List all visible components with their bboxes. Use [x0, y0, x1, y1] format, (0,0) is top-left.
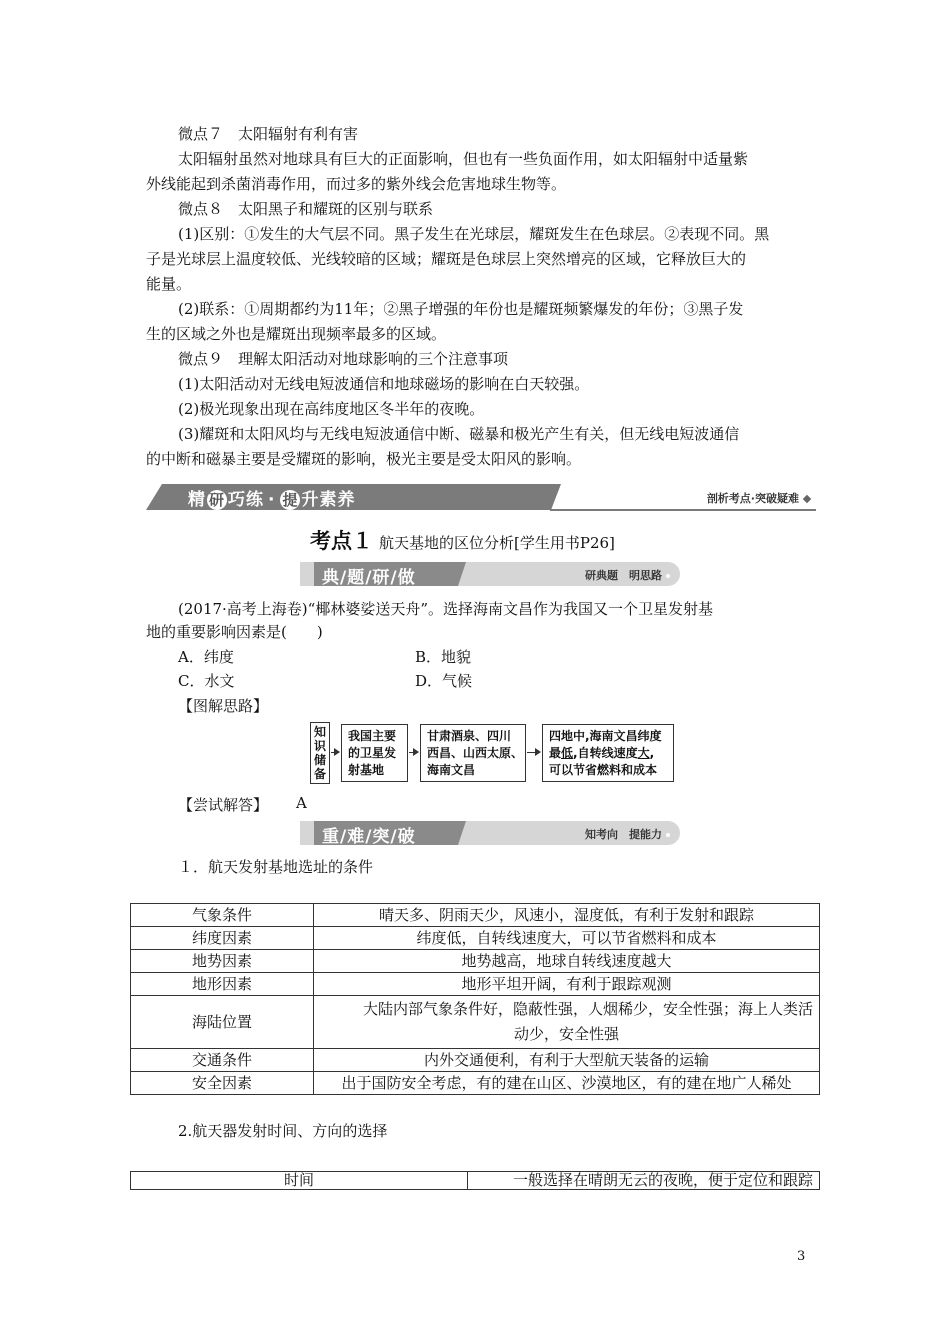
micro-point-8-difference: 子是光球层上温度较低、光线较暗的区域；耀斑是色球层上突然增亮的区域，它释放巨大的 [146, 250, 747, 268]
micro-point-9-item: 的中断和磁暴主要是受耀斑的影响，极光主要是受太阳风的影响。 [146, 450, 582, 468]
table-cell: 地势越高，地球自转线速度越大 [314, 950, 820, 973]
micro-point-7-title: 微点７ 太阳辐射有利有害 [178, 125, 359, 143]
micro-point-8-title: 微点８ 太阳黑子和耀斑的区别与联系 [178, 200, 434, 218]
table-cell: 一般选择在晴朗无云的夜晚，便于定位和跟踪 [468, 1172, 820, 1190]
site-conditions-table [130, 903, 820, 1095]
question-stem: (2017·高考上海卷)“椰林婆娑送天舟”。选择海南文昌作为我国又一个卫星发射基 [178, 600, 713, 618]
flow-arrow [409, 752, 418, 753]
micro-point-8-relation: 生的区域之外也是耀斑出现频率最多的区域。 [146, 325, 447, 343]
option-a: A．纬度 [178, 648, 234, 666]
table-cell: 内外交通便利，有利于大型航天装备的运输 [314, 1049, 820, 1072]
banner-char: 精 [188, 490, 206, 510]
page-number: 3 [797, 1249, 806, 1264]
table-row [131, 973, 820, 996]
dot-icon [666, 574, 670, 578]
table-cell: 时间 [131, 1172, 468, 1190]
banner-text: 素养 [319, 490, 356, 510]
micro-point-9-item: (1)太阳活动对无线电短波通信和地球磁场的影响在白天较强。 [178, 375, 590, 393]
section-banner [140, 482, 816, 514]
thinking-label: 【图解思路】 [178, 697, 269, 715]
table-cell: 地形因素 [131, 973, 314, 996]
table-row [131, 904, 820, 927]
table-cell: 大陆内部气象条件好，隐蔽性强，人烟稀少，安全性强；海上人类活 动少，安全性强 [314, 996, 820, 1049]
banner-subtitle: 剖析考点·突破疑难 [707, 490, 810, 506]
table-row [131, 1172, 820, 1190]
table-row [131, 996, 820, 1049]
banner-title [188, 485, 355, 510]
flow-box-locations: 甘肃酒泉、四川 西昌、山西太原、 海南文昌 [420, 724, 526, 782]
table-cell: 地形平坦开阔，有利于跟踪观测 [314, 973, 820, 996]
table-cell: 纬度因素 [131, 927, 314, 950]
option-c: C．水文 [178, 672, 235, 690]
table-cell: 纬度低，自转线速度大，可以节省燃料和成本 [314, 927, 820, 950]
table-row [131, 1072, 820, 1095]
table-cell: 安全因素 [131, 1072, 314, 1095]
micro-point-8-difference: 能量。 [146, 275, 192, 293]
subsection-bar-typical [300, 562, 680, 586]
table-cell: 出于国防安全考虑，有的建在山区、沙漠地区，有的建在地广人稀处 [314, 1072, 820, 1095]
micro-point-7-body: 外线能起到杀菌消毒作用，而过多的紫外线会危害地球生物等。 [146, 175, 567, 193]
diamond-icon [803, 495, 811, 503]
flow-arrow [331, 752, 339, 753]
micro-point-8-relation: (2)联系：①周期都约为11年；②黑子增强的年份也是耀斑频繁爆发的年份；③黑子发 [178, 300, 744, 318]
option-d: D．气候 [415, 672, 473, 690]
bar-title: 典/题/研/做 [322, 568, 416, 588]
table-cell: 晴天多、阴雨天少，风速小，湿度低，有利于发射和跟踪 [314, 904, 820, 927]
bar-subtitle: 研典题 明思路 [585, 567, 670, 583]
dot-icon [666, 833, 670, 837]
question-stem: 地的重要影响因素是( ) [146, 623, 323, 641]
flow-side-label: 知 识 储 备 [310, 722, 330, 784]
table1-heading: １．航天发射基地选址的条件 [178, 858, 374, 876]
option-b: B．地貌 [415, 648, 472, 666]
bar-title: 重/难/突/破 [322, 827, 416, 847]
table-row [131, 1049, 820, 1072]
answer-label: 【尝试解答】 [178, 796, 269, 814]
table-cell: 海陆位置 [131, 996, 314, 1049]
flow-box-bases: 我国主要 的卫星发 射基地 [341, 724, 408, 782]
table-row [131, 927, 820, 950]
table-row [131, 950, 820, 973]
table2-heading: 2.航天器发射时间、方向的选择 [178, 1122, 388, 1140]
flow-box-conclusion: 四地中,海南文昌纬度 最低,自转线速度大, 可以节省燃料和成本 [542, 724, 674, 782]
launch-time-table [130, 1171, 820, 1190]
table-cell: 交通条件 [131, 1049, 314, 1072]
answer-value: A [296, 794, 307, 812]
banner-text: 巧练 [228, 490, 264, 510]
micro-point-7-body: 太阳辐射虽然对地球具有巨大的正面影响，但也有一些负面作用，如太阳辐射中适量紫 [178, 150, 749, 168]
micro-point-8-difference: (1)区别：①发生的大气层不同。黑子发生在光球层，耀斑发生在色球层。②表现不同。黑 [178, 225, 770, 243]
kaodian-subtitle: 航天基地的区位分析[学生用书P26] [379, 534, 615, 552]
subsection-bar-breakthrough [300, 821, 680, 845]
banner-rule [550, 509, 816, 511]
banner-circle-char: 提 [282, 491, 299, 509]
micro-point-9-title: 微点９ 理解太阳活动对地球影响的三个注意事项 [178, 350, 509, 368]
micro-point-9-item: (2)极光现象出现在高纬度地区冬半年的夜晚。 [178, 400, 485, 418]
flow-arrow [527, 752, 540, 753]
micro-point-9-item: (3)耀斑和太阳风均与无线电短波通信中断、磁暴和极光产生有关，但无线电短波通信 [178, 425, 740, 443]
kaodian-heading [310, 525, 615, 555]
table-cell: 地势因素 [131, 950, 314, 973]
banner-char: 升 [301, 490, 320, 510]
banner-circle-char: 研 [208, 491, 225, 509]
bar-subtitle: 知考向 提能力 [585, 826, 670, 842]
banner-dot: · [268, 490, 276, 510]
table-cell: 气象条件 [131, 904, 314, 927]
kaodian-label: 考点１ [310, 529, 373, 553]
